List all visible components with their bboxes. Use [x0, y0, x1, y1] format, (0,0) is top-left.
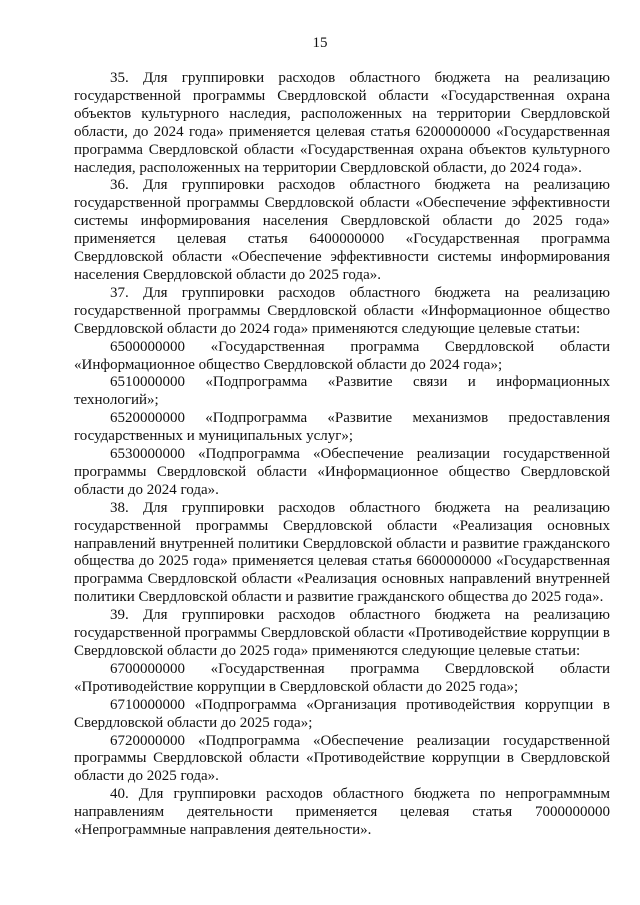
paragraph-35: 35. Для группировки расходов областного бюджета на реализацию государственной программы Свердловской области «Государственная охрана объектов культурного наследия, расположенных на территории Свердловской области, до 2024 года» применяется целевая статья 6200000000 «Государственная программа Свердловской области «Государственная охрана объектов культурного наследия, расположенных на территории Свердловской области, до 2024 года».	[74, 70, 610, 176]
paragraph-38: 38. Для группировки расходов областного бюджета на реализацию государственной программы Свердловской области «Реализация основных направлений внутренней политики Свердловской области и развитие гражданского общества до 2025 года» применяется целевая статья 6600000000 «Государственная программа Свердловской области «Реализация основных направлений внутренней политики Свердловской области и развитие гражданского общества до 2025 года».	[74, 499, 610, 606]
paragraph-36: 36. Для группировки расходов областного бюджета на реализацию государственной программы Свердловской области «Обеспечение эффективности системы информирования населения Свердловской области до 2025 года» применяется целевая статья 6400000000 «Государственная программа Свердловской области «Обеспечение эффективности системы информирования населения Свердловской области до 2025 года».	[74, 177, 610, 283]
target-article-6510000000: 6510000000 «Подпрограмма «Развитие связи и информационных технологий»;	[74, 374, 610, 409]
target-article-6520000000: 6520000000 «Подпрограмма «Развитие механизмов предоставления государственных и муниципальных услуг»;	[74, 410, 610, 445]
target-article-6530000000: 6530000000 «Подпрограмма «Обеспечение реализации государственной программы Свердловской области «Информационное общество Свердловской области до 2024 года».	[74, 446, 610, 498]
paragraph-39: 39. Для группировки расходов областного бюджета на реализацию государственной программы Свердловской области «Противодействие коррупции в Свердловской области до 2025 года» применяются следующие целевые статьи:	[74, 607, 610, 659]
page-number: 15	[312, 35, 328, 51]
target-article-6710000000: 6710000000 «Подпрограмма «Организация противодействия коррупции в Свердловской области до 2025 года»;	[74, 696, 610, 731]
target-article-6720000000: 6720000000 «Подпрограмма «Обеспечение реализации государственной программы Свердловской области «Противодействие коррупции в Свердловской области до 2025 года».	[74, 732, 610, 785]
target-article-6700000000: 6700000000 «Государственная программа Свердловской области «Противодействие коррупции в Свердловской области до 2025 года»;	[74, 660, 610, 695]
document-body	[74, 70, 610, 840]
target-article-6500000000: 6500000000 «Государственная программа Свердловской области «Информационное общество Свердловской области до 2024 года»;	[74, 338, 610, 373]
paragraph-40: 40. Для группировки расходов областного бюджета по непрограммным направлениям деятельности применяется целевая статья 7000000000 «Непрограммные направления деятельности».	[74, 786, 610, 839]
paragraph-37: 37. Для группировки расходов областного бюджета на реализацию государственной программы Свердловской области «Информационное общество Свердловской области до 2024 года» применяются следующие целевые статьи:	[74, 284, 610, 337]
